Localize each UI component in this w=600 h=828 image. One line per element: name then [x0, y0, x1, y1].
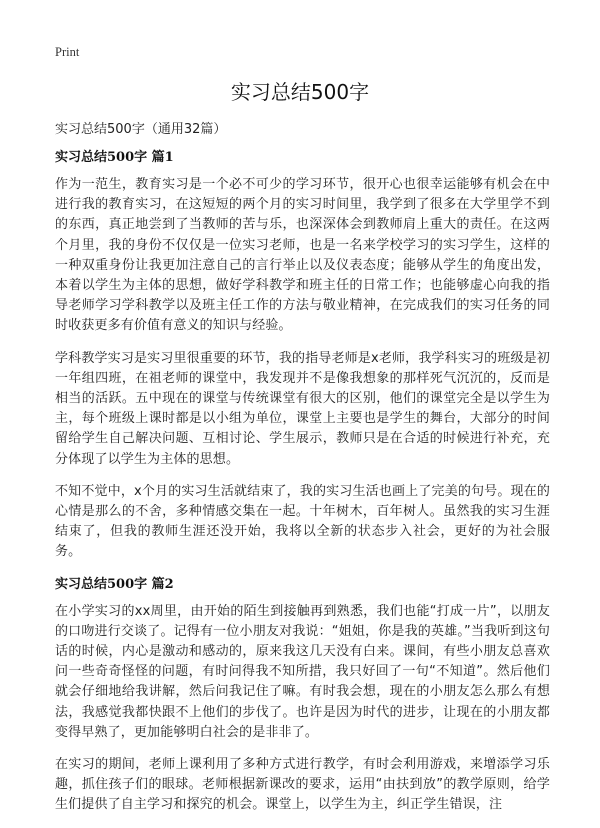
paragraph: 学科教学实习是实习里很重要的环节，我的指导老师是x老师，我学科实习的班级是初一年组四班，在祖老师的课堂中，我发现并不是像我想象的那样死气沉沉的，反而是相当的活跃。五中现在的课堂与传统课堂有很大的区别，他们的课堂完全是以学生为主，每个班级上课时都是以小组为单位，课堂上主要也是学生的舞台，大部分的时间留给学生自己解决问题、互相讨论、学生展示，教师只是在合适的时候进行补充，充分体现了以学生为主体的思想。 [55, 350, 550, 467]
paragraph: 在实习的期间，老师上课利用了多种方式进行教学，有时会利用游戏，来增添学习乐趣，抓住孩子们的眼球。老师根据新课改的要求，运用“由扶到放”的教学原则，给学生们提供了自主学习和探究的机会。课堂上，以学生为主，纠正学生错误，注 [55, 757, 550, 813]
document-body [55, 148, 550, 828]
section-heading: 实习总结500字 篇2 [55, 576, 174, 592]
document-subtitle: 实习总结500字（通用32篇） [55, 122, 227, 137]
section-heading: 实习总结500字 篇1 [55, 150, 174, 165]
paragraph: 在小学实习的xx周里，由开始的陌生到接触再到熟悉，我们也能“打成一片”，以朋友的口吻进行交谈了。记得有一位小朋友对我说：“姐姐，你是我的英雄。”当我听到这句话的时候，内心是激动和感动的，原来我这几天没有白来。课间，有些小朋友总喜欢问一些奇奇怪怪的问题，有时问得我不知所措，我只好回了一句“不知道”。然后他们就会仔细地给我讲解，然后问我记住了嘛。有时我会想，现在的小朋友怎么那么有想法，我感觉我都快跟不上他们的步伐了。也许是因为时代的进步，让现在的小朋友都变得早熟了，更加能够明白社会的是非非了。 [55, 603, 550, 740]
paragraph: 不知不觉中，x个月的实习生活就结束了，我的实习生活也画上了完美的句号。现在的心情是那么的不舍，多种情感交集在一起。十年树木，百年树人。虽然我的实习生涯结束了，但我的教师生涯还没开始，我将以全新的状态步入社会，更好的为社会服务。 [55, 483, 550, 560]
document-title: 实习总结500字 [230, 80, 370, 104]
section-2 [55, 575, 550, 816]
section-1 [55, 148, 550, 563]
print-link[interactable]: Print [55, 45, 80, 59]
paragraph: 作为一范生，教育实习是一个必不可少的学习环节，很开心也很幸运能够有机会在中进行我的教育实习，在这短短的两个月的实习时间里，我学到了很多在大学里学不到的东西，真正地尝到了当教师的苦与乐，也深深体会到教师肩上重大的责任。在这两个月里，我的身份不仅仅是一位实习老师，也是一名来学校学习的实习学生，这样的一种双重身份让我更加注意自己的言行举止以及仪表态度；能够从学生的角度出发，本着以学生为主体的思想，做好学科教学和班主任的日常工作；也能够虚心向我的指导老师学习学科教学以及班主任工作的方法与敬业精神，在完成我们的实习任务的同时收获更多有价值有意义的知识与经验。 [55, 177, 550, 334]
